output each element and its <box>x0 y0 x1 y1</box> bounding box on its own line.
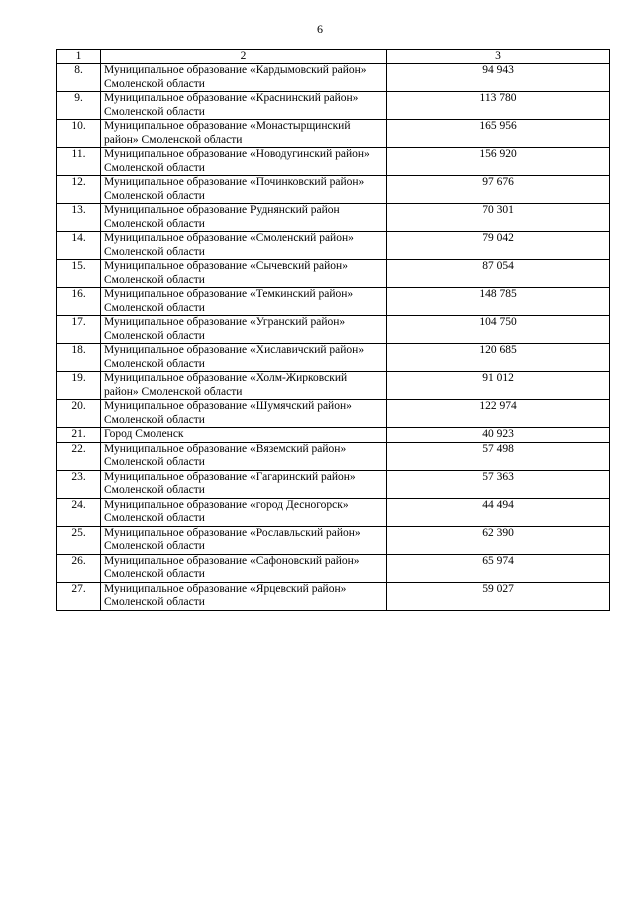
table-row <box>57 470 610 498</box>
header-col-2: 2 <box>101 50 387 64</box>
municipality-name: Муниципальное образование «Холм-Жирковский район» Смоленской области <box>101 372 387 400</box>
municipality-name: Муниципальное образование «Кардымовский район» Смоленской области <box>101 64 387 92</box>
row-number: 17. <box>57 316 101 344</box>
table-row <box>57 232 610 260</box>
municipality-name: Муниципальное образование «Ярцевский район» Смоленской области <box>101 582 387 610</box>
table-row <box>57 92 610 120</box>
table-row <box>57 204 610 232</box>
amount-value: 148 785 <box>387 288 610 316</box>
row-number: 21. <box>57 428 101 443</box>
amount-value: 97 676 <box>387 176 610 204</box>
row-number: 19. <box>57 372 101 400</box>
row-number: 26. <box>57 554 101 582</box>
row-number: 18. <box>57 344 101 372</box>
municipality-name: Муниципальное образование «Угранский район» Смоленской области <box>101 316 387 344</box>
row-number: 11. <box>57 148 101 176</box>
municipality-name: Муниципальное образование «Краснинский район» Смоленской области <box>101 92 387 120</box>
row-number: 15. <box>57 260 101 288</box>
municipality-name: Муниципальное образование Руднянский район Смоленской области <box>101 204 387 232</box>
amount-value: 122 974 <box>387 400 610 428</box>
municipality-name: Муниципальное образование «Новодугинский район» Смоленской области <box>101 148 387 176</box>
municipality-name: Муниципальное образование «Гагаринский район» Смоленской области <box>101 470 387 498</box>
municipality-name: Муниципальное образование «Монастырщинский район» Смоленской области <box>101 120 387 148</box>
row-number: 20. <box>57 400 101 428</box>
table-row <box>57 344 610 372</box>
table-row <box>57 316 610 344</box>
table-row <box>57 176 610 204</box>
allocation-table <box>56 49 610 611</box>
row-number: 10. <box>57 120 101 148</box>
municipality-name: Муниципальное образование «Смоленский район» Смоленской области <box>101 232 387 260</box>
table-row <box>57 400 610 428</box>
table-row <box>57 554 610 582</box>
amount-value: 120 685 <box>387 344 610 372</box>
municipality-name: Муниципальное образование «Сычевский район» Смоленской области <box>101 260 387 288</box>
table-row <box>57 64 610 92</box>
amount-value: 91 012 <box>387 372 610 400</box>
row-number: 23. <box>57 470 101 498</box>
row-number: 8. <box>57 64 101 92</box>
table-row <box>57 582 610 610</box>
municipality-name: Муниципальное образование «Шумячский район» Смоленской области <box>101 400 387 428</box>
row-number: 13. <box>57 204 101 232</box>
row-number: 27. <box>57 582 101 610</box>
table-row <box>57 498 610 526</box>
municipality-name: Муниципальное образование «Хиславичский район» Смоленской области <box>101 344 387 372</box>
municipality-name: Город Смоленск <box>101 428 387 443</box>
amount-value: 57 498 <box>387 442 610 470</box>
header-col-3: 3 <box>387 50 610 64</box>
row-number: 9. <box>57 92 101 120</box>
amount-value: 57 363 <box>387 470 610 498</box>
amount-value: 40 923 <box>387 428 610 443</box>
row-number: 16. <box>57 288 101 316</box>
municipality-name: Муниципальное образование «Починковский район» Смоленской области <box>101 176 387 204</box>
row-number: 22. <box>57 442 101 470</box>
amount-value: 165 956 <box>387 120 610 148</box>
table-row <box>57 526 610 554</box>
table-row <box>57 372 610 400</box>
table-row <box>57 120 610 148</box>
table-row <box>57 288 610 316</box>
row-number: 25. <box>57 526 101 554</box>
amount-value: 94 943 <box>387 64 610 92</box>
amount-value: 113 780 <box>387 92 610 120</box>
row-number: 14. <box>57 232 101 260</box>
row-number: 24. <box>57 498 101 526</box>
table-row <box>57 260 610 288</box>
municipality-name: Муниципальное образование «город Десногорск» Смоленской области <box>101 498 387 526</box>
amount-value: 70 301 <box>387 204 610 232</box>
amount-value: 79 042 <box>387 232 610 260</box>
amount-value: 87 054 <box>387 260 610 288</box>
municipality-name: Муниципальное образование «Сафоновский район» Смоленской области <box>101 554 387 582</box>
table-row <box>57 442 610 470</box>
municipality-name: Муниципальное образование «Рославльский район» Смоленской области <box>101 526 387 554</box>
municipality-name: Муниципальное образование «Темкинский район» Смоленской области <box>101 288 387 316</box>
amount-value: 62 390 <box>387 526 610 554</box>
amount-value: 104 750 <box>387 316 610 344</box>
row-number: 12. <box>57 176 101 204</box>
municipality-name: Муниципальное образование «Вяземский район» Смоленской области <box>101 442 387 470</box>
amount-value: 156 920 <box>387 148 610 176</box>
amount-value: 59 027 <box>387 582 610 610</box>
table-header-row <box>57 50 610 64</box>
table-row <box>57 428 610 443</box>
page-number: 6 <box>317 22 323 36</box>
table-row <box>57 148 610 176</box>
amount-value: 44 494 <box>387 498 610 526</box>
amount-value: 65 974 <box>387 554 610 582</box>
header-col-1: 1 <box>57 50 101 64</box>
